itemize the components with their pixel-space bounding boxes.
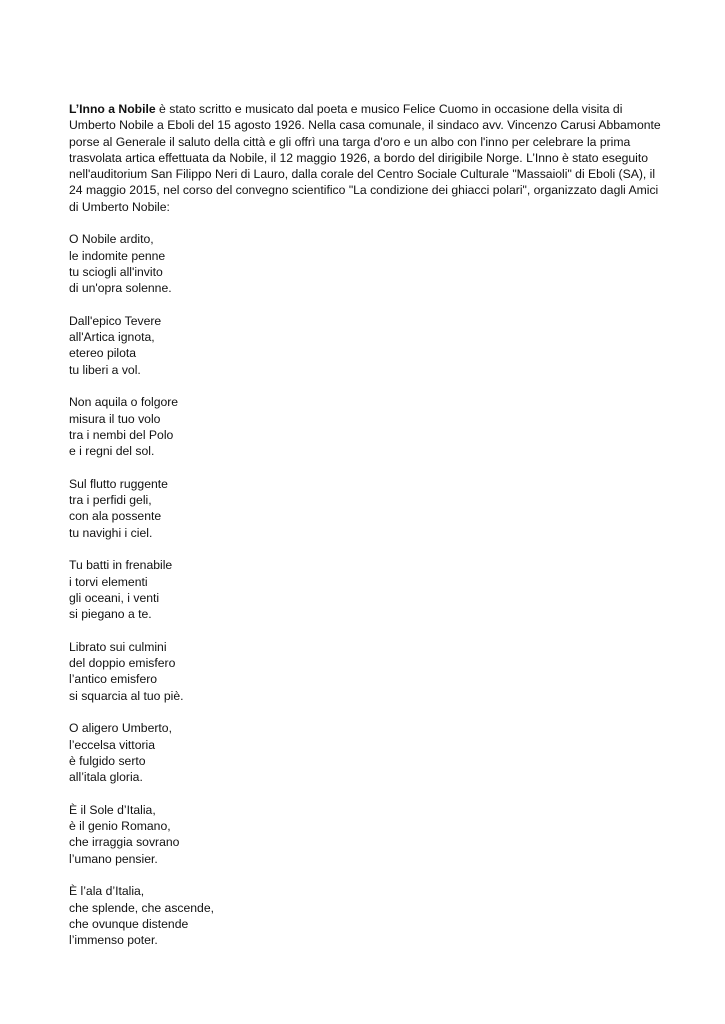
hymn-title: L’Inno a Nobile	[69, 102, 156, 116]
poem-line: tra i nembi del Polo	[69, 427, 174, 442]
poem-line: all'Artica ignota,	[69, 330, 155, 345]
poem-line: etereo pilota	[69, 346, 137, 361]
poem-line: O Nobile ardito,	[69, 232, 154, 247]
poem-line: gli oceani, i venti	[69, 590, 160, 605]
poem-line: all’itala gloria.	[69, 770, 143, 785]
poem-line: Non aquila o folgore	[69, 395, 179, 410]
poem-line: l’antico emisfero	[69, 672, 158, 687]
stanza-1	[69, 231, 669, 296]
poem-line: l’immenso poter.	[69, 933, 158, 948]
poem-line: È il Sole d’Italia,	[69, 802, 156, 817]
intro-text: è stato scritto e musicato dal poeta e musico Felice Cuomo in occasione della visita di Umberto Nobile a Eboli del 15 agosto 1926. Nella casa comunale, il sindaco avv. Vincenzo Carusi Abbamonte porse al Generale il saluto della città e gli offrì una targa d'oro e un albo con l'inno per celebrare la prima trasvolata artica effettuata da Nobile, il 12 maggio 1926, a bordo del dirigibile Norge. L’Inno è stato eseguito nell'auditorium San Filippo Neri di Lauro, dalla corale del Centro Sociale Culturale "Massaioli" di Eboli (SA), il 24 maggio 2015, nel corso del convegno scientifico "La condizione dei ghiacci polari", organizzato dagli Amici di Umberto Nobile:	[69, 102, 661, 214]
poem-line: e i regni del sol.	[69, 444, 155, 459]
stanza-4	[69, 476, 669, 541]
poem-line: misura il tuo volo	[69, 411, 161, 426]
stanza-7	[69, 720, 669, 785]
poem-line: tu sciogli all'invito	[69, 264, 163, 279]
stanza-8	[69, 802, 669, 867]
poem-line: i torvi elementi	[69, 574, 148, 589]
poem-line: è fulgido serto	[69, 753, 146, 768]
stanza-5	[69, 557, 669, 622]
poem-line: l’eccelsa vittoria	[69, 737, 156, 752]
poem-line: di un'opra solenne.	[69, 281, 172, 296]
poem-line: le indomite penne	[69, 248, 166, 263]
poem-line: del doppio emisfero	[69, 656, 176, 671]
poem-line: tu liberi a vol.	[69, 362, 141, 377]
poem-line: è il genio Romano,	[69, 819, 171, 834]
poem-line: È l’ala d’Italia,	[69, 884, 145, 899]
poem-line: con ala possente	[69, 509, 162, 524]
poem-line: si piegano a te.	[69, 607, 152, 622]
poem-line: l’umano pensier.	[69, 851, 158, 866]
poem-line: tra i perfidi geli,	[69, 493, 152, 508]
document-page	[69, 101, 669, 965]
poem-line: Sul flutto ruggente	[69, 476, 168, 491]
poem-line: che splende, che ascende,	[69, 900, 215, 915]
stanza-9	[69, 883, 669, 948]
poem-line: O aligero Umberto,	[69, 721, 172, 736]
poem	[69, 231, 669, 948]
poem-line: Tu batti in frenabile	[69, 558, 173, 573]
poem-line: Librato sui culmini	[69, 639, 167, 654]
poem-line: che ovunque distende	[69, 916, 189, 931]
poem-line: si squarcia al tuo piè.	[69, 688, 184, 703]
stanza-3	[69, 394, 669, 459]
intro-paragraph	[69, 101, 669, 215]
stanza-2	[69, 313, 669, 378]
poem-line: che irraggia sovrano	[69, 835, 180, 850]
stanza-6	[69, 639, 669, 704]
poem-line: tu navighi i ciel.	[69, 525, 153, 540]
poem-line: Dall'epico Tevere	[69, 313, 162, 328]
